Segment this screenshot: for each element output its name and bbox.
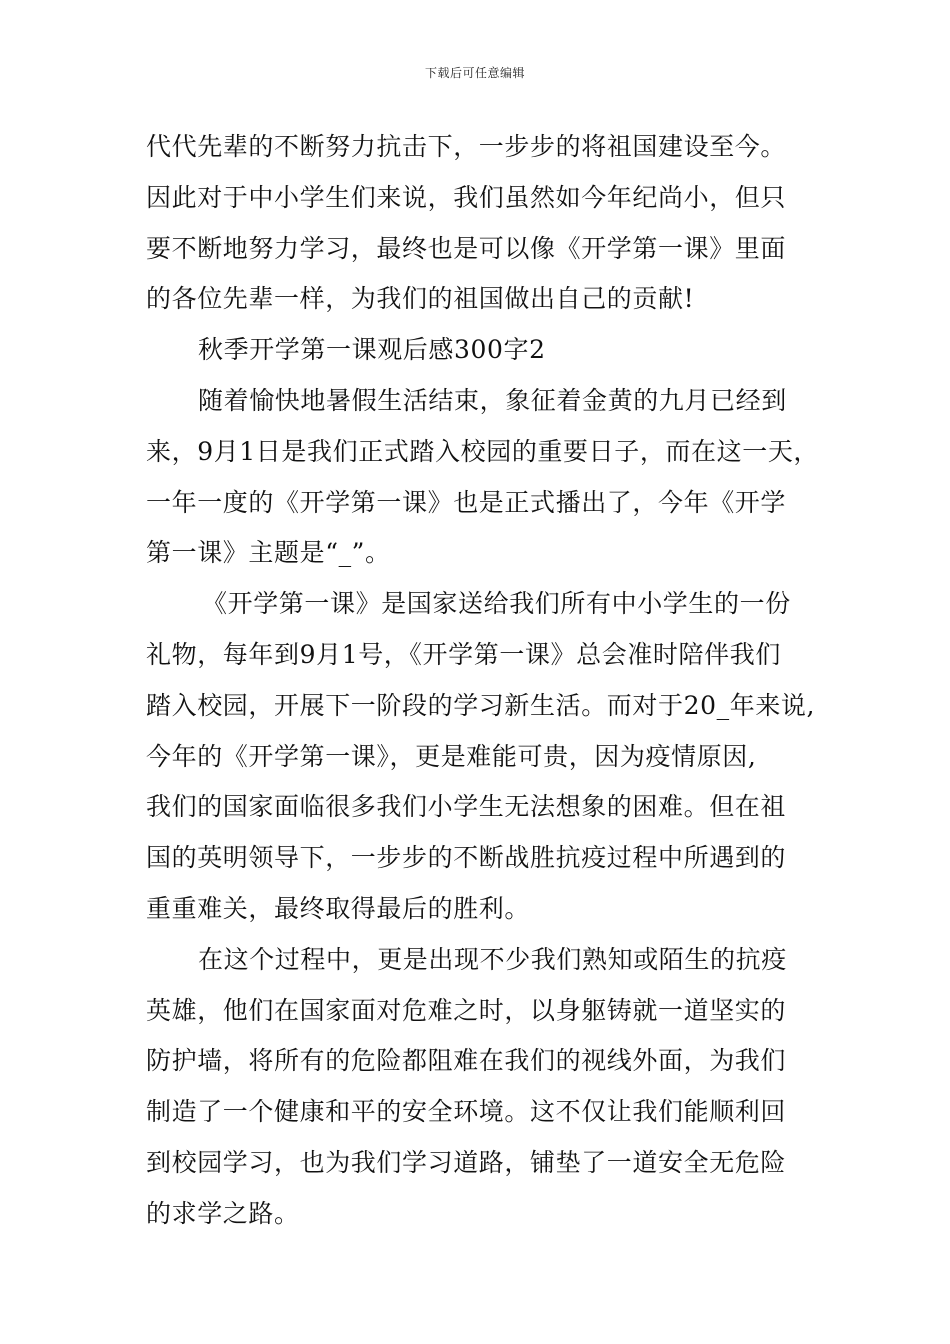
text-line: 代代先辈的不断努力抗击下，一步步的将祖国建设至今。 — [146, 132, 787, 161]
text-line: 我们的国家面临很多我们小学生无法想象的困难。但在祖 — [146, 792, 787, 822]
text-line: 一年一度的《开学第一课》也是正式播出了，今年《开学 — [146, 487, 787, 517]
text-line: 防护墙，将所有的危险都阻难在我们的视线外面，为我们 — [146, 1046, 787, 1076]
text-line: 英雄，他们在国家面对危难之时，以身躯铸就一道坚实的 — [146, 995, 787, 1025]
text-line: 制造了一个健康和平的安全环境。这不仅让我们能顺利回 — [146, 1097, 787, 1127]
text-line: 礼物，每年到9月1号，《开学第一课》总会准时陪伴我们 — [146, 639, 781, 669]
header-note: 下载后可任意编辑 — [424, 66, 525, 80]
text-line: 要不断地努力学习，最终也是可以像《开学第一课》里面 — [146, 233, 787, 263]
text-line: 第一课》主题是“_”。 — [146, 538, 391, 568]
text-line: 的求学之路。 — [146, 1198, 300, 1228]
text-line: 重重难关，最终取得最后的胜利。 — [146, 893, 531, 923]
text-line: 《开学第一课》是国家送给我们所有中小学生的一份 — [202, 589, 791, 619]
text-line: 来，9月1日是我们正式踏入校园的重要日子，而在这一天， — [146, 436, 820, 466]
text-line: 的各位先辈一样，为我们的祖国做出自己的贡献! — [146, 284, 695, 314]
text-line: 随着愉快地暑假生活结束，象征着金黄的九月已经到 — [198, 385, 787, 415]
text-line: 踏入校园，开展下一阶段的学习新生活。而对于20_年来说, — [146, 690, 816, 720]
text-line: 国的英明领导下，一步步的不断战胜抗疫过程中所遇到的 — [146, 843, 787, 873]
document-body — [146, 122, 836, 1240]
text-line: 今年的《开学第一课》，更是难能可贵，因为疫情原因, — [146, 741, 757, 771]
text-line: 因此对于中小学生们来说，我们虽然如今年纪尚小，但只 — [146, 182, 787, 212]
section-title: 秋季开学第一课观后感300字2 — [198, 335, 546, 365]
text-line: 在这个过程中，更是出现不少我们熟知或陌生的抗疫 — [198, 944, 787, 974]
text-line: 到校园学习，也为我们学习道路，铺垫了一道安全无危险 — [146, 1147, 787, 1177]
